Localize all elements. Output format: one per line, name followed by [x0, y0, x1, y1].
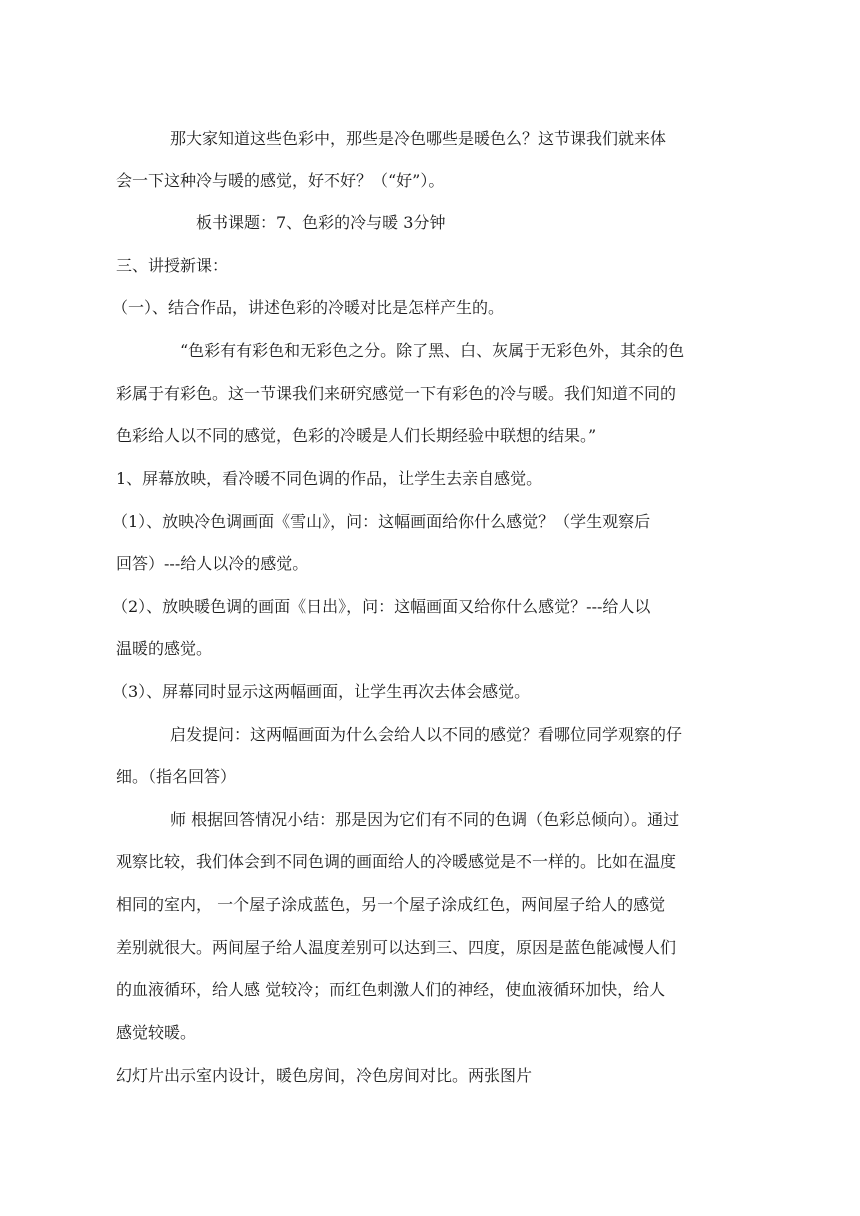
paragraph-line: 会一下这种冷与暖的感觉，好不好？（“好”）。 — [116, 171, 445, 190]
paragraph-line: 差别就很大。两间屋子给人温度差别可以达到三、四度，原因是蓝色能减慢人们 — [116, 938, 677, 957]
paragraph-line: 幻灯片出示室内设计，暖色房间，冷色房间对比。两张图片 — [116, 1066, 533, 1085]
section-heading: 三、讲授新课： — [116, 256, 229, 275]
list-item: （3）、屏幕同时显示这两幅画面，让学生再次去体会感觉。 — [112, 682, 531, 701]
paragraph-line: 观察比较，我们体会到不同色调的画面给人的冷暖感觉是不一样的。比如在温度 — [116, 852, 677, 871]
paragraph-line: 回答）---给人以冷的感觉。 — [116, 554, 309, 573]
paragraph-line: 的血液循环，给人感 觉较冷；而红色刺激人们的神经，使血液循环加快，给人 — [116, 980, 666, 999]
paragraph-line: 感觉较暖。 — [116, 1023, 197, 1042]
subsection-heading: （一）、结合作品，讲述色彩的冷暖对比是怎样产生的。 — [112, 298, 505, 317]
list-item: 1、屏幕放映，看冷暖不同色调的作品，让学生去亲自感觉。 — [116, 469, 543, 488]
paragraph-line: “色彩有有彩色和无彩色之分。除了黑、白、灰属于无彩色外，其余的色 — [180, 341, 685, 360]
list-item: （1）、放映冷色调画面《雪山》，问：这幅画面给你什么感觉？（学生观察后 — [112, 512, 651, 531]
paragraph-line: 细。（指名回答） — [116, 767, 237, 786]
paragraph-line: 那大家知道这些色彩中，那些是冷色哪些是暖色么？这节课我们就来体 — [170, 129, 667, 148]
paragraph-line: 启发提问：这两幅画面为什么会给人以不同的感觉？看哪位同学观察的仔 — [170, 725, 683, 744]
paragraph-line: 相同的室内， 一个屋子涂成蓝色，另一个屋子涂成红色，两间屋子给人的感觉 — [116, 895, 666, 914]
paragraph-line: 师 根据回答情况小结：那是因为它们有不同的色调（色彩总倾向）。通过 — [170, 810, 680, 829]
paragraph-line: 彩属于有彩色。这一节课我们来研究感觉一下有彩色的冷与暖。我们知道不同的 — [116, 384, 677, 403]
paragraph-line: 色彩给人以不同的感觉，色彩的冷暖是人们长期经验中联想的结果。” — [116, 426, 597, 445]
board-title-line: 板书课题：7、色彩的冷与暖 3分钟 — [196, 213, 446, 232]
paragraph-line: 温暖的感觉。 — [116, 639, 213, 658]
list-item: （2）、放映暖色调的画面《日出》，问：这幅画面又给你什么感觉？---给人以 — [112, 597, 651, 616]
